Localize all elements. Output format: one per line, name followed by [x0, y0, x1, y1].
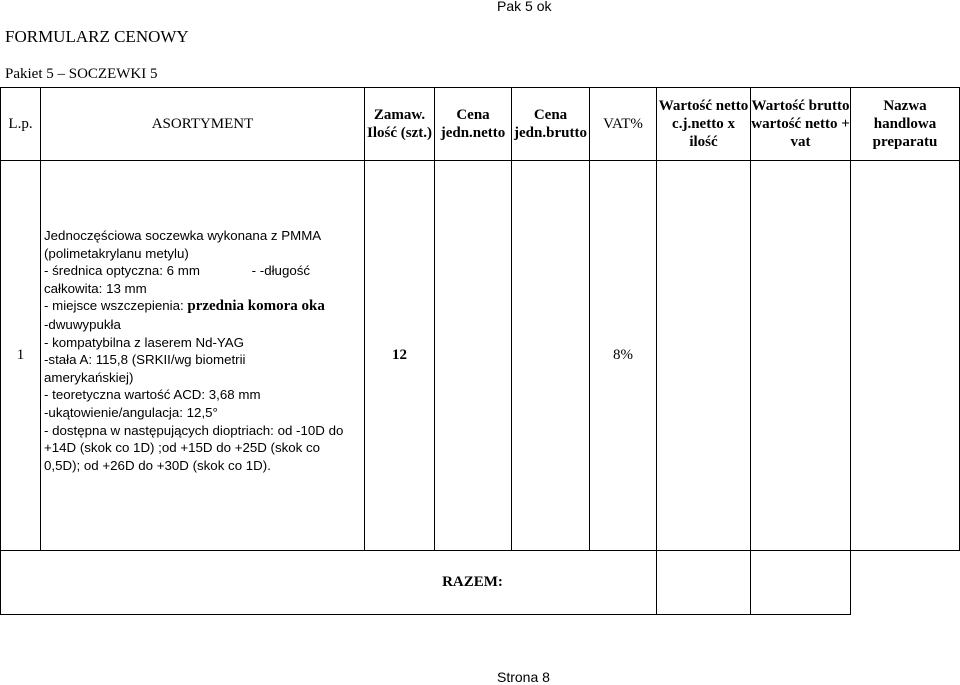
table-row	[1, 161, 960, 551]
page-footer: Strona 8	[497, 669, 550, 685]
description-line: - dostępna w następujących dioptriach: od -10D do	[44, 422, 344, 438]
row-unit-gross	[512, 161, 590, 551]
package-title: Pakiet 5 – SOCZEWKI 5	[5, 66, 158, 82]
row-unit-net	[435, 161, 512, 551]
page-header: Pak 5 ok	[497, 0, 552, 14]
description-line: +14D (skok co 1D) ;od +15D do +25D (skok co	[44, 440, 321, 456]
description-line: - miejsce wszczepienia: przednia komora oka	[44, 298, 325, 315]
summary-value-gross	[751, 551, 851, 615]
row-value-gross	[751, 161, 851, 551]
row-value-net	[657, 161, 751, 551]
description-line: (polimetakrylanu metylu)	[44, 245, 189, 261]
col-lp: L.p.	[1, 88, 41, 161]
col-vat: VAT%	[590, 88, 657, 161]
row-trade-name	[851, 161, 960, 551]
description-line: amerykańskiej)	[44, 369, 134, 385]
summary-empty	[851, 551, 960, 615]
description-text	[44, 227, 364, 474]
description-line: 0,5D); od +26D do +30D (skok co 1D).	[44, 457, 271, 473]
description-line: - kompatybilna z laserem Nd-YAG	[44, 334, 245, 350]
summary-label-cell	[1, 551, 657, 615]
col-assortment: ASORTYMENT	[41, 88, 365, 161]
form-title: FORMULARZ CENOWY	[5, 27, 189, 46]
description-line: - teoretyczna wartość ACD: 3,68 mm	[44, 387, 261, 403]
description-line: - średnica optyczna: 6 mm - -długość	[44, 263, 311, 279]
description-line: -ukątowienie/angulacja: 12,5°	[44, 404, 218, 420]
header-row	[1, 88, 960, 161]
col-trade-name: Nazwa handlowa preparatu	[851, 88, 960, 161]
price-table	[0, 87, 960, 615]
summary-label: RAZEM:	[442, 574, 503, 590]
description-line: -stała A: 115,8 (SRKII/wg biometrii	[44, 352, 246, 368]
description-bold: przednia komora oka	[187, 298, 325, 315]
col-qty: Zamaw. Ilość (szt.)	[365, 88, 435, 161]
row-qty: 12	[365, 161, 435, 551]
summary-value-net	[657, 551, 751, 615]
col-value-gross: Wartość brutto wartość netto + vat	[751, 88, 851, 161]
col-value-net: Wartość netto c.j.netto x ilość	[657, 88, 751, 161]
row-lp: 1	[1, 161, 41, 551]
row-vat: 8%	[590, 161, 657, 551]
description-line: -dwuwypukła	[44, 316, 121, 332]
col-unit-gross: Cena jedn.brutto	[512, 88, 590, 161]
summary-row	[1, 551, 960, 615]
col-unit-net: Cena jedn.netto	[435, 88, 512, 161]
row-description	[41, 161, 365, 551]
description-line: Jednoczęściowa soczewka wykonana z PMMA	[44, 228, 322, 243]
description-line: całkowita: 13 mm	[44, 280, 147, 296]
